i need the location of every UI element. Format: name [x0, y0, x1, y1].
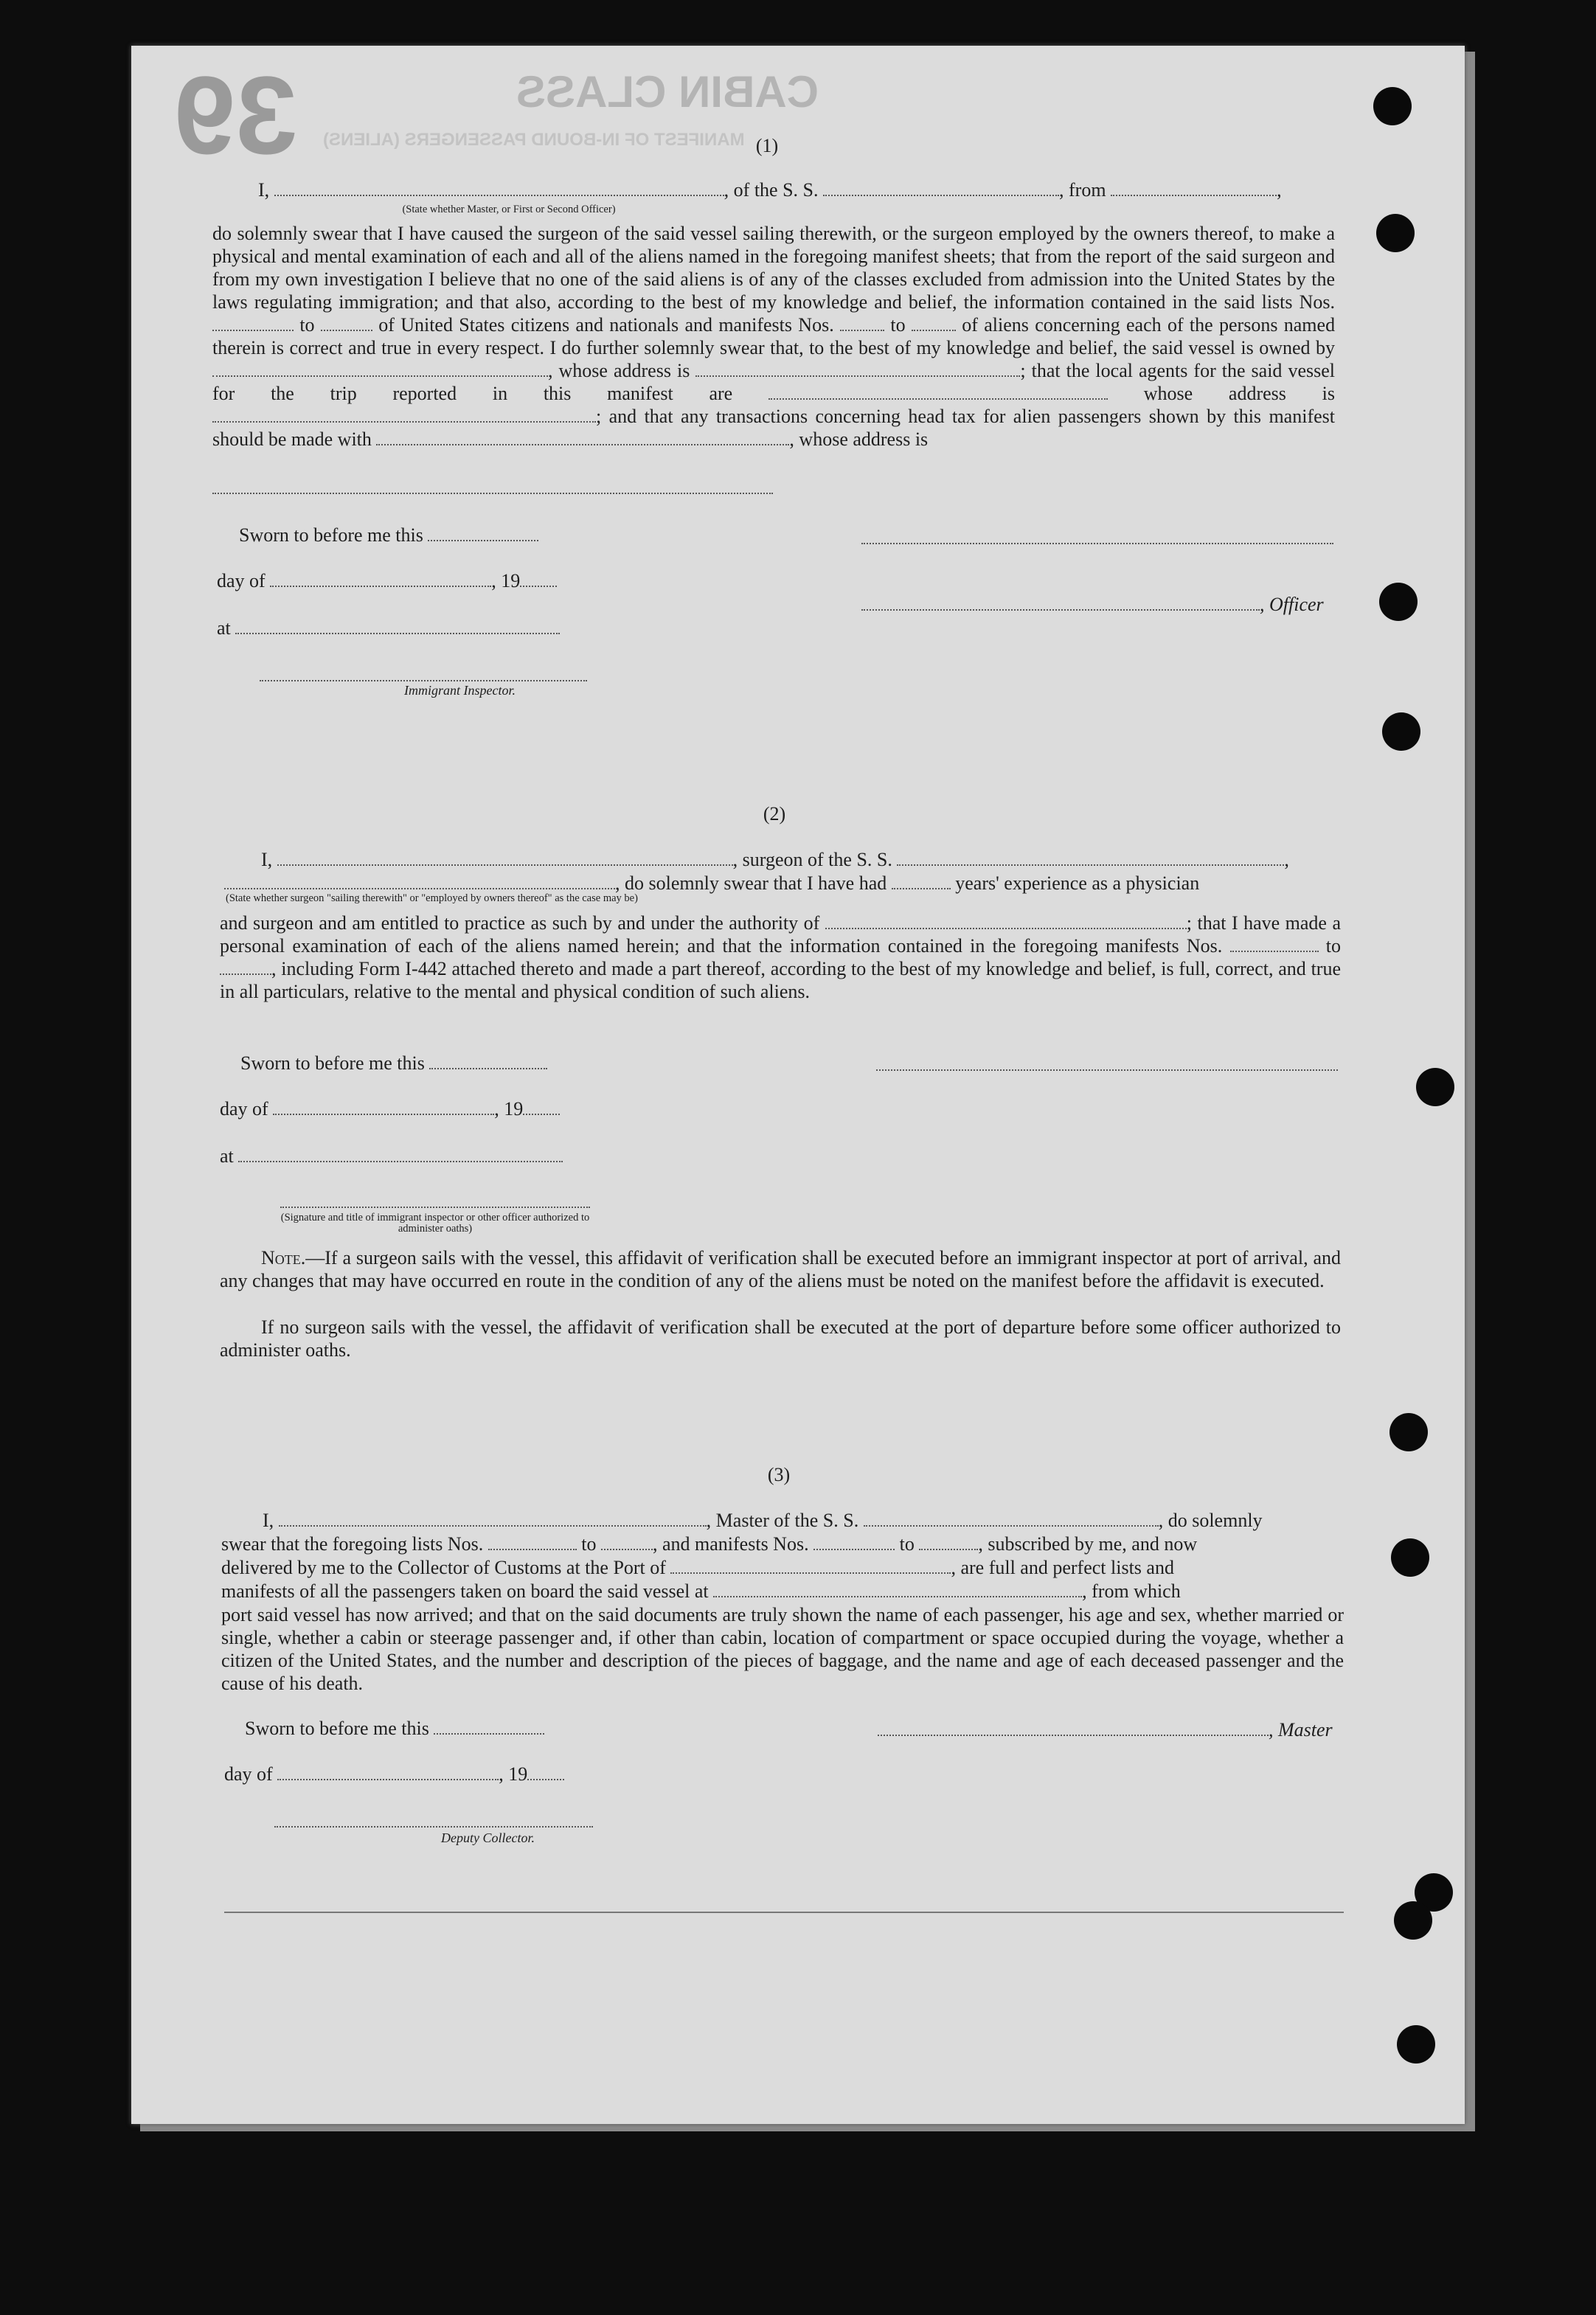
master-name-field[interactable] — [279, 1512, 707, 1527]
collector-signature-line[interactable] — [274, 1826, 593, 1828]
owner-field[interactable] — [212, 362, 548, 377]
section-2-note-2 — [220, 1316, 1341, 1361]
officer-signature-field[interactable] — [861, 596, 1260, 611]
sworn-date-field[interactable] — [428, 527, 538, 541]
vessel-name-field-2[interactable] — [897, 851, 1284, 866]
officer-label: , Officer — [1260, 594, 1324, 615]
surgeon-text-a: and surgeon and am entitled to practice as such by and under the authority of — [220, 912, 820, 934]
master-text-c: manifests of all the passengers taken on board the said vessel at — [221, 1580, 709, 1602]
text-comma: , — [1277, 179, 1282, 201]
binder-hole — [1394, 1901, 1432, 1940]
year-field-3[interactable] — [527, 1766, 564, 1780]
year-text: , 19 — [494, 1098, 524, 1120]
day-of-text: day of — [220, 1098, 268, 1120]
section-1-day — [217, 569, 557, 592]
day-of-text: day of — [224, 1763, 273, 1785]
binder-hole — [1376, 214, 1415, 252]
sworn-text: Sworn to before me this — [245, 1718, 429, 1739]
vessel-name-field-3[interactable] — [864, 1512, 1159, 1527]
officer-signature-line-top[interactable] — [861, 543, 1333, 544]
year-field-2[interactable] — [523, 1100, 560, 1115]
section-1-line-1 — [258, 178, 1335, 201]
surgeon-text-c: , including Form I-442 attached thereto and made a part thereof, according to the best of my knowledge and belief, is full, correct, and true in all particulars, relative to the mental and physical condition of such aliens. — [220, 958, 1341, 1002]
master-text-a: swear that the foregoing lists Nos. — [221, 1533, 484, 1555]
text-to: to — [899, 1533, 915, 1555]
at-place-field-2[interactable] — [238, 1148, 563, 1162]
text-of-ss: , of the S. S. — [724, 179, 819, 201]
text-master-of-ss: , Master of the S. S. — [706, 1510, 859, 1531]
binder-hole — [1373, 87, 1412, 125]
binder-hole — [1391, 1538, 1429, 1577]
section-3-line-4 — [221, 1580, 1344, 1603]
text-semicolon: ; — [1186, 912, 1192, 934]
section-1-officer-note: (State whether Master, or First or Second Officer) — [402, 204, 616, 215]
text-to: to — [1325, 935, 1342, 957]
day-of-text: day of — [217, 570, 266, 591]
lists-from-field-3[interactable] — [488, 1535, 577, 1550]
section-3-sworn — [245, 1717, 544, 1740]
page-number-stamp: 39 — [174, 53, 297, 177]
text-i: I, — [258, 179, 270, 201]
section-3-heading: (3) — [767, 1464, 791, 1485]
text-whose-address: , whose address is — [789, 428, 929, 450]
years-experience-field[interactable] — [892, 875, 951, 889]
sworn-date-field-3[interactable] — [434, 1720, 544, 1735]
manifests-to-field[interactable] — [912, 316, 956, 331]
section-2-sworn — [240, 1052, 547, 1075]
officer-oath-signature-line[interactable] — [280, 1207, 590, 1208]
note-text-2: If no surgeon sails with the vessel, the affidavit of verification shall be executed at the port of departure before some officer authorized to administer oaths. — [220, 1316, 1341, 1361]
section-1-at — [217, 617, 560, 639]
section-3-master-signature — [878, 1718, 1333, 1741]
agents-field[interactable] — [768, 385, 1108, 400]
text-comma: , — [1284, 849, 1289, 870]
section-3-body: port said vessel has now arrived; and that on the said documents are truly shown the name of each passenger, his age and sex, whether married or single, whether a cabin or steerage passenger and, if other than cabin, location of compartment or space occupied during the voyage, whether a citizen of the United States, and the number and description of the pieces of baggage, and the name and age of each deceased passenger and the cause of his death. — [221, 1604, 1344, 1694]
surgeon-status-field[interactable] — [224, 875, 615, 889]
section-2-body — [220, 912, 1341, 1003]
section-2-line-1 — [261, 848, 1338, 871]
surgeon-signature-line[interactable] — [876, 1069, 1338, 1071]
lists-to-field[interactable] — [321, 316, 372, 331]
text-from-which: , from which — [1082, 1580, 1181, 1602]
section-1-sworn — [239, 524, 538, 546]
deputy-collector-label: Deputy Collector. — [441, 1830, 535, 1845]
master-signature-field[interactable] — [878, 1721, 1269, 1736]
embarkation-port-field[interactable] — [713, 1583, 1082, 1597]
oath-text-b2: of aliens concerning each of the persons named therein is correct and true in every respect. I do further solemnly swear that, to the best of my knowledge and belief, the said vessel is owned by — [212, 314, 1336, 358]
day-month-field-3[interactable] — [277, 1766, 499, 1780]
sworn-text: Sworn to before me this — [240, 1052, 425, 1074]
manifests-from-field-3[interactable] — [813, 1535, 895, 1550]
section-2-line-2 — [224, 872, 1341, 895]
oath-text-a: do solemnly swear that I have caused the surgeon of the said vessel sailing therewith, or the surgeon employed by the owners thereof, to make a physical and mental examination of each and all of the aliens named in the foregoing manifest sheets; that from the report of the said surgeon and from my own investigation I believe that no one of the said aliens is of any of the classes excluded from admission into the United States by the laws regulating immigration; and that also, according to the best of my knowledge and belief, the information contained in the said lists Nos. — [212, 223, 1335, 313]
authority-field[interactable] — [825, 914, 1187, 929]
manifests-from-field[interactable] — [840, 316, 884, 331]
head-tax-address-line[interactable] — [212, 493, 773, 494]
lists-to-field-3[interactable] — [601, 1535, 653, 1550]
vessel-name-field[interactable] — [823, 181, 1059, 196]
head-tax-text: ; and that any transactions concerning head tax for alien passengers shown by this manifest should be made with — [212, 406, 1335, 450]
day-month-field-2[interactable] — [273, 1100, 494, 1115]
text-full-perfect: , are full and perfect lists and — [951, 1557, 1174, 1578]
text-subscribed: , subscribed by me, and now — [978, 1533, 1198, 1555]
section-2-at — [220, 1145, 563, 1167]
master-label: , Master — [1269, 1719, 1333, 1740]
oath-text-b1: of United States citizens and nationals and manifests Nos. — [378, 314, 834, 336]
section-2-day — [220, 1097, 560, 1120]
section-1-body — [212, 222, 1335, 451]
port-field[interactable] — [670, 1559, 951, 1574]
binder-hole — [1389, 1413, 1428, 1451]
agents-text: that the local agents for the said vessel for the trip reported in this manifest are — [212, 360, 1336, 404]
text-whose-address: , whose address is — [548, 360, 690, 381]
signature-title-note: (Signature and title of immigrant inspector or other officer authorized to administer oaths) — [280, 1212, 590, 1235]
section-1-officer-signature — [861, 593, 1324, 616]
year-field[interactable] — [520, 572, 557, 587]
head-tax-party-field[interactable] — [376, 431, 789, 445]
immigrant-inspector-label: Immigrant Inspector. — [404, 683, 516, 698]
manifests-from-field-2[interactable] — [1230, 937, 1319, 952]
note-label: Note. — [261, 1247, 306, 1268]
at-place-field[interactable] — [235, 619, 560, 634]
at-text: at — [220, 1145, 234, 1167]
binder-hole — [1382, 712, 1420, 751]
text-semicolon: ; — [1020, 360, 1026, 381]
owner-address-field[interactable] — [695, 362, 1020, 377]
master-text-b: delivered by me to the Collector of Customs at the Port of — [221, 1557, 666, 1578]
text-to: to — [890, 314, 906, 336]
sworn-text: Sworn to before me this — [239, 524, 423, 546]
inspector-signature-line[interactable] — [260, 680, 587, 681]
manifests-to-field-3[interactable] — [919, 1535, 978, 1550]
text-whose-address: whose address is — [1143, 383, 1335, 404]
section-1-heading: (1) — [755, 135, 779, 156]
text-from: , from — [1059, 179, 1106, 201]
departure-port-field[interactable] — [1111, 181, 1277, 196]
text-do-solemnly: , do solemnly — [1158, 1510, 1263, 1531]
section-3-line-1 — [263, 1509, 1344, 1532]
at-text: at — [217, 617, 231, 639]
surgeon-name-field[interactable] — [277, 851, 733, 866]
text-solemnly-swear: , do solemnly swear that I have had — [615, 872, 887, 894]
manifest-title-ghost: MANIFEST OF IN-BOUND PASSENGERS (ALIENS) — [323, 130, 745, 150]
text-surgeon-of-ss: , surgeon of the S. S. — [732, 849, 892, 870]
sworn-date-field-2[interactable] — [429, 1055, 547, 1069]
lists-from-field[interactable] — [212, 316, 294, 331]
section-2-heading: (2) — [763, 803, 786, 825]
day-month-field[interactable] — [270, 572, 491, 587]
text-to: to — [581, 1533, 597, 1555]
manifests-to-field-2[interactable] — [220, 960, 271, 975]
binder-hole — [1397, 2025, 1435, 2064]
page-bottom-rule — [224, 1912, 1344, 1913]
text-years-experience: years' experience as a physician — [955, 872, 1200, 894]
surgeon-text-b: that I have made a personal examination of each of the aliens named herein; and that the information contained in the foregoing manifests Nos. — [220, 912, 1341, 957]
text-i: I, — [261, 849, 273, 870]
text-to: to — [299, 314, 315, 336]
text-and-manifests: , and manifests Nos. — [653, 1533, 809, 1555]
text-i: I, — [263, 1510, 274, 1531]
cabin-class-stamp: CABIN CLASS — [516, 67, 819, 117]
section-3-day — [224, 1763, 564, 1785]
binder-hole — [1416, 1068, 1454, 1106]
binder-hole — [1379, 583, 1418, 621]
section-2-surgeon-note: (State whether surgeon "sailing therewith" or "employed by owners thereof" as the case may be) — [226, 892, 638, 904]
section-3-line-2 — [221, 1533, 1344, 1555]
note-text: —If a surgeon sails with the vessel, this affidavit of verification shall be executed before an immigrant inspector at port of arrival, and any changes that may have occurred en route in the condition of any of the aliens must be noted on the manifest before the affidavit is executed. — [220, 1247, 1341, 1291]
officer-name-field[interactable] — [274, 181, 724, 196]
year-text: , 19 — [499, 1763, 528, 1785]
agents-address-field[interactable] — [212, 408, 596, 423]
year-text: , 19 — [491, 570, 521, 591]
section-2-note — [220, 1246, 1341, 1292]
section-3-line-3 — [221, 1556, 1344, 1579]
